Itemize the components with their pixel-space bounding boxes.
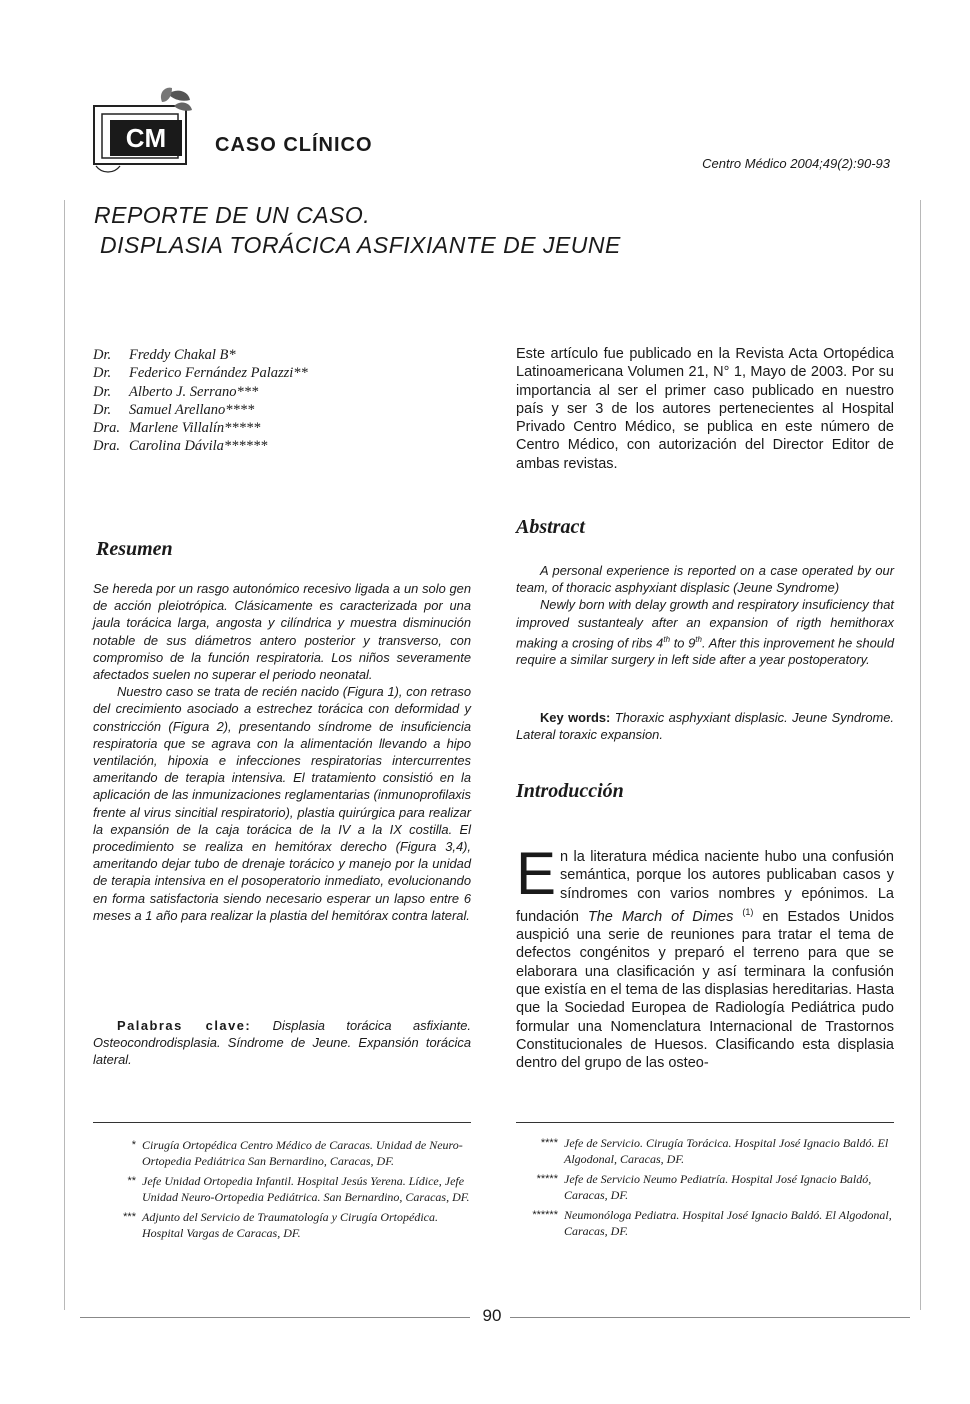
author-row	[93, 383, 473, 401]
footer-rule-left	[80, 1317, 470, 1318]
footnote-marker: ***	[123, 1211, 136, 1223]
palabras-clave-label: Palabras clave:	[117, 1018, 252, 1033]
author-name: Freddy Chakal B*	[129, 347, 236, 363]
reference-marker: (1)	[742, 906, 754, 917]
key-words	[516, 709, 894, 743]
author-name: Alberto J. Serrano***	[129, 383, 259, 400]
author-name: Carolina Dávila******	[129, 438, 268, 455]
author-name: Federico Fernández Palazzi**	[129, 365, 308, 382]
footnote-text: Jefe Unidad Ortopedia Infantil. Hospital Jesús Yerena. Lídice, Jefe Unidad Neuro-Ortopedia Pediátrica. San Bernardino, Caracas, DF.	[142, 1174, 470, 1204]
author-list	[93, 346, 473, 456]
abstract-text: to 9	[670, 635, 696, 651]
footnote	[100, 1137, 474, 1169]
footnote-divider-left	[93, 1122, 471, 1123]
footnotes-right	[506, 1135, 898, 1243]
author-name: Marlene Villalín*****	[129, 420, 261, 437]
footnote	[100, 1209, 474, 1241]
key-words-label: Key words:	[540, 710, 611, 725]
author-row	[93, 419, 473, 437]
author-prefix: Dra.	[93, 420, 120, 437]
author-name: Samuel Arellano****	[129, 401, 255, 418]
footnote-marker: *****	[536, 1173, 558, 1185]
footnotes-left	[100, 1137, 474, 1245]
title-line-1: REPORTE DE UN CASO.	[94, 202, 371, 228]
author-prefix: Dr.	[93, 365, 112, 382]
author-prefix: Dr.	[93, 347, 112, 363]
author-prefix: Dra.	[93, 438, 120, 455]
publication-note: Este artículo fue publicado en la Revista Acta Ortopédica Latinoamericana Volumen 21, N° 1, Mayo de 2003. Por su importancia al ser el primer caso publicado en nuestro país y ser 3 de los autores pertenecientes al Hospital Privado Centro Médico, se publica en este número de Centro Médico, con autorización del Director Editor de ambas revistas.	[516, 346, 894, 472]
intro-foundation-name: The March of Dimes	[587, 908, 734, 925]
resumen-body	[93, 580, 471, 924]
journal-logo	[90, 86, 198, 176]
journal-citation: Centro Médico 2004;49(2):90-93	[702, 156, 890, 171]
abstract-paragraph-1: A personal experience is reported on a case operated by our team, of thoracic asphyxiant displasic (Jeune Syndrome)	[516, 563, 894, 596]
footnote-divider-right	[516, 1122, 894, 1123]
page-number: 90	[474, 1306, 510, 1326]
author-row	[93, 346, 473, 364]
author-row	[93, 401, 473, 419]
footnote	[506, 1171, 898, 1203]
logo-text: CM	[125, 123, 167, 153]
intro-text: n la literatura médica naciente hubo una confusión semántica, porque los autores publicaban casos y síndromes con varios nombres y epónimos. La fundación	[516, 849, 894, 925]
resumen-paragraph-1: Se hereda por un rasgo autonómico recesivo ligada a un solo gen de acción pleiotrópica. Clásicamente es caracterizada por una jaula torácica larga, angosta y cilíndrica y muestra disminución notable de sus diámetros antero posterior y transverso, con compromiso de la función respiratoria. Los niños severamente afectados suelen no superar el periodo neonatal.	[93, 581, 471, 683]
footnote-text: Jefe de Servicio Neumo Pediatría. Hospital José Ignacio Baldó, Caracas, DF.	[564, 1172, 872, 1202]
page-border-right	[920, 200, 921, 1310]
footnote	[506, 1207, 898, 1239]
footnote-marker: **	[127, 1175, 136, 1187]
abstract-paragraph-2	[516, 596, 894, 668]
resumen-heading: Resumen	[96, 538, 173, 560]
footnote-text: Adjunto del Servicio de Traumatología y Cirugía Ortopédica. Hospital Vargas de Caracas, DF.	[142, 1210, 438, 1240]
resumen-paragraph-2: Nuestro caso se trata de recién nacido (Figura 1), con retraso del crecimiento asociado a estrechez torácica con deformidad y constricción (Figura 2), presentando síndrome de insuficiencia respiratoria que se agrava con la alimentación llevando a hipo ventilación, hipoxia e infecciones respiratorias intercurrentes ameritando de terapia intensiva. El tratamiento consistió en la aplicación de las inmunizaciones reglamentarias (inmunoprofilaxis frente al virus sincitial respiratorio), plastia quirúrgica para realizar la expansión de la caja torácica de la IV a la IX costilla. El procedimiento se realiza en hemitórax derecho (Figura 3,4), ameritando dejar tubo de drenaje torácico y manejo por la unidad de terapia intensiva en el posoperatorio inmediato, evolucionando en forma satisfactoria siendo necesario esperar un lapso entre 6 meses a 1 año para realizar la plastia del hemitórax contra lateral.	[93, 684, 471, 923]
title-line-2: DISPLASIA TORÁCICA ASFIXIANTE DE JEUNE	[100, 232, 621, 258]
page-border-left	[64, 200, 65, 1310]
drop-cap: E	[516, 840, 557, 907]
author-prefix: Dr.	[93, 401, 112, 418]
footnote-text: Neumonóloga Pediatra. Hospital José Ignacio Baldó. El Algodonal, Caracas, DF.	[564, 1208, 892, 1238]
abstract-text: Newly born with delay growth and respiratory insuficiency that improved sustantealy after an expansion of rigth hemithorax making a crosing of ribs 4	[516, 597, 894, 651]
footnote-marker: ******	[532, 1209, 558, 1221]
author-row	[93, 437, 473, 455]
intro-text: en Estados Unidos auspició una serie de reuniones para tratar el tema de defectos congénitos y preparó el terreno para que se elaborara una clasificación y así terminara la confusión que existía en el tema de las displasias hereditarias. Hasta que la Sociedad Europea de Radiología Pediátrica pudo formular una Nomenclatura Internacional de Trastornos Constitucionales de Huesos. Clasificando esta displasia dentro del grupo de las osteo-	[516, 908, 895, 1072]
palabras-clave	[93, 1017, 471, 1069]
abstract-body	[516, 562, 894, 669]
abstract-heading: Abstract	[516, 516, 585, 538]
introduccion-heading: Introducción	[516, 780, 624, 802]
abstract-text: . After this inprovement he should require a similar surgery in left side after a year postoperatory.	[516, 635, 894, 668]
superscript: th	[695, 634, 702, 644]
introduccion-body	[516, 840, 895, 1072]
author-prefix: Dr.	[93, 383, 112, 400]
footnote	[506, 1135, 898, 1167]
footnote-text: Cirugía Ortopédica Centro Médico de Caracas. Unidad de Neuro-Ortopedia Pediátrica San Bernardino, Caracas, DF.	[142, 1138, 463, 1168]
author-row	[93, 364, 473, 382]
footnote-marker: *	[131, 1139, 136, 1151]
key-words-text: Thoraxic asphyxiant displasic. Jeune Syndrome. Lateral toraxic expansion.	[516, 710, 894, 743]
superscript: th	[663, 634, 671, 644]
footnote-marker: ****	[540, 1137, 558, 1149]
section-label: CASO CLÍNICO	[215, 134, 373, 156]
palabras-clave-text: Displasia torácica asfixiante. Osteocondrodisplasia. Síndrome de Jeune. Expansión torácica lateral.	[93, 1018, 471, 1068]
footer-rule-right	[510, 1317, 910, 1318]
article-title	[94, 200, 621, 260]
footnote	[100, 1173, 474, 1205]
footnote-text: Jefe de Servicio. Cirugía Torácica. Hospital José Ignacio Baldó. El Algodonal, Caracas, DF.	[564, 1136, 889, 1166]
